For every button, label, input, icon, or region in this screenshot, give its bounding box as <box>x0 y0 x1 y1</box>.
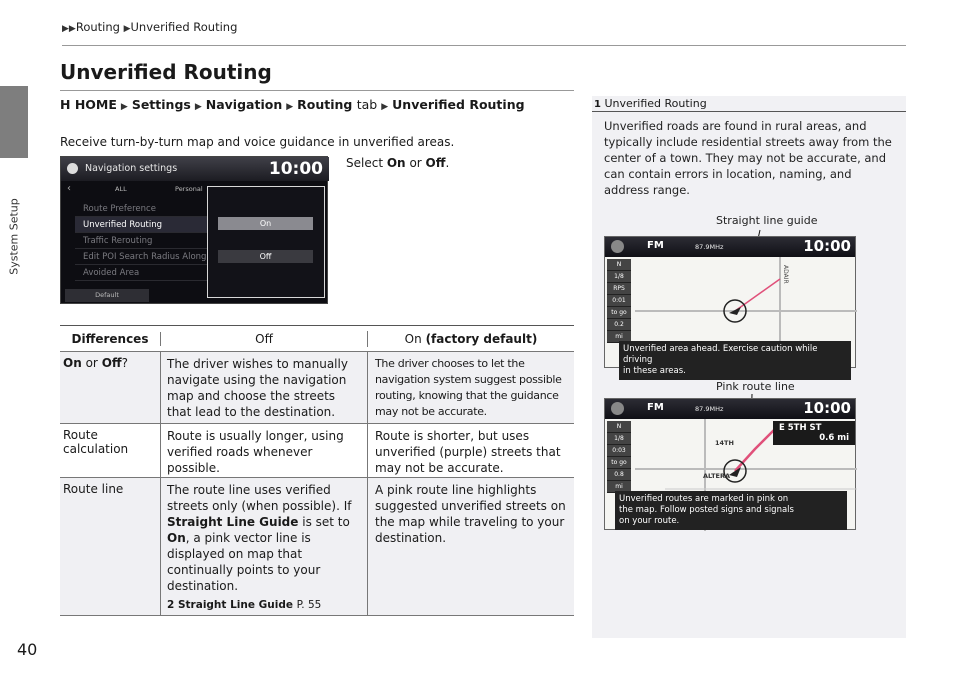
option-popup <box>207 186 325 298</box>
page-number: 40 <box>17 640 38 659</box>
street-label: 14TH <box>715 439 734 447</box>
note-panel <box>592 96 906 638</box>
path-arrow-icon: ▶ <box>381 102 389 112</box>
map-warning-banner: Unverified routes are marked in pink on the map. Follow posted signs and signals on your route. <box>615 491 847 530</box>
cell-on: A pink route line highlights suggested unverified streets on the map while traveling to your destination. <box>375 483 566 545</box>
cell-off: The driver wishes to manually navigate using the navigation map and choose the streets that lead to the destination. <box>161 352 368 423</box>
header-on: On (factory default) <box>404 331 538 346</box>
screen-header: Navigation settings 10:00 <box>61 157 329 181</box>
callout-pink-route: Pink route line <box>716 380 795 393</box>
table-header <box>60 326 574 352</box>
side-tab <box>0 86 28 158</box>
cell-off: Route is usually longer, using verified roads whenever possible. <box>161 424 368 477</box>
default-button[interactable]: Default <box>65 289 149 302</box>
map-pink-route <box>604 398 856 530</box>
differences-table <box>60 325 574 616</box>
list-item[interactable]: Avoided Area <box>75 265 215 281</box>
table-row <box>60 478 574 616</box>
settings-screenshot <box>60 156 328 304</box>
note-number-icon: 1 <box>594 99 601 110</box>
note-body: Unverified roads are found in rural areas, and typically include residential streets away from the center of a town. They may not be accurate, and can contain errors in location, naming, and address range. <box>604 119 892 197</box>
menu-path-tab-word: tab <box>356 97 378 112</box>
menu-path-unverified: Unverified Routing <box>392 97 525 112</box>
title-divider <box>60 90 574 91</box>
row-label: Route line <box>60 478 161 615</box>
header-differences: Differences <box>60 332 161 346</box>
off-button[interactable]: Off <box>218 250 313 263</box>
callout-straight-line: Straight line guide <box>716 214 818 227</box>
menu-path-home: HOME <box>74 97 117 112</box>
screen-clock: 10:00 <box>268 159 323 179</box>
list-item[interactable]: Traffic Rerouting <box>75 233 215 249</box>
breadcrumb-item-routing[interactable]: Routing <box>75 20 120 34</box>
xref-icon: 2 <box>167 599 175 611</box>
menu-path <box>60 97 525 112</box>
breadcrumb-arrow-icon: ▶▶ <box>62 24 76 34</box>
cross-reference-link[interactable]: 2 Straight Line Guide P. 55 <box>167 599 322 611</box>
side-section-label: System Setup <box>7 198 21 275</box>
cell-on: Route is shorter, but uses unverified (purple) streets that may not be accurate. <box>375 429 561 475</box>
row-label: On or Off? <box>60 352 161 423</box>
note-heading: 1 Unverified Routing <box>592 96 906 112</box>
path-arrow-icon: ▶ <box>120 102 128 112</box>
table-row <box>60 424 574 478</box>
menu-path-routing: Routing <box>297 97 353 112</box>
home-key-icon: H <box>60 97 71 112</box>
map-side-panel: N 1/8 RPS 0:01 to go 0.2 mi <box>607 259 631 343</box>
list-item[interactable]: Route Preference <box>75 201 215 217</box>
path-arrow-icon: ▶ <box>286 102 294 112</box>
map-warning-banner: Unverified area ahead. Exercise caution while driving in these areas. <box>619 341 851 380</box>
next-street-box: E 5TH ST 0.6 mi <box>773 421 855 445</box>
map-status-bar: FM 87.9MHz 10:00 <box>605 237 855 257</box>
home-icon[interactable] <box>611 240 624 253</box>
map-straight-line <box>604 236 856 376</box>
list-item[interactable]: Edit POI Search Radius Along <box>75 249 215 265</box>
back-arrow-icon[interactable]: ‹ <box>67 183 71 194</box>
menu-path-settings: Settings <box>131 97 191 112</box>
settings-list <box>75 201 215 281</box>
top-divider <box>62 45 906 46</box>
breadcrumb <box>62 20 237 34</box>
tab-all[interactable]: ALL <box>115 185 127 193</box>
breadcrumb-item-unverified[interactable]: Unverified Routing <box>130 20 238 34</box>
cell-on: The driver chooses to let the navigation system suggest possible routing, knowing that the guidance may not be accurate. <box>375 357 562 418</box>
home-icon[interactable] <box>611 402 624 415</box>
page-title: Unverified Routing <box>60 60 272 84</box>
row-label: Route calculation <box>60 424 161 477</box>
on-button[interactable]: On <box>218 217 313 230</box>
street-label: ADAIR <box>782 265 789 284</box>
breadcrumb-arrow-icon: ▶ <box>123 24 131 34</box>
street-label: ALTERA <box>703 472 731 480</box>
list-item-selected[interactable]: Unverified Routing <box>75 217 215 233</box>
select-instruction: Select On or Off. <box>346 156 450 170</box>
table-row <box>60 352 574 424</box>
menu-path-navigation: Navigation <box>205 97 283 112</box>
header-off: Off <box>161 331 368 347</box>
map-side-panel: N 1/8 0:03 to go 0.8 mi <box>607 421 631 493</box>
map-status-bar: FM 87.9MHz 10:00 <box>605 399 855 419</box>
intro-text: Receive turn-by-turn map and voice guidance in unverified areas. <box>60 135 455 149</box>
settings-gear-icon <box>67 163 78 174</box>
cell-off: The route line uses verified streets only (when possible). If Straight Line Guide is set to On, a pink vector line is displayed on map that continually points to your destination. 2 Straight Line Guide P. 55 <box>161 478 368 615</box>
tab-personal[interactable]: Personal <box>175 185 203 193</box>
path-arrow-icon: ▶ <box>194 102 202 112</box>
